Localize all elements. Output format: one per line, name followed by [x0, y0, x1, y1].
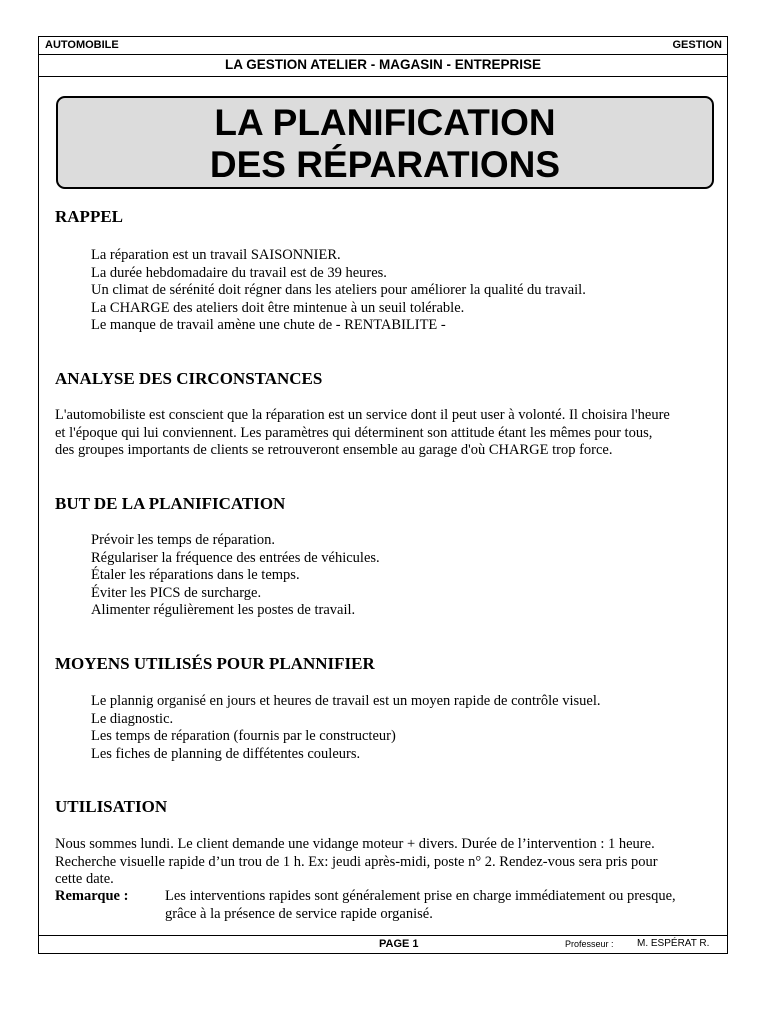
- list-item: La réparation est un travail SAISONNIER.: [91, 247, 341, 263]
- heading-utilisation: UTILISATION: [55, 797, 168, 816]
- header-bar: [39, 37, 727, 55]
- page-title: [56, 96, 714, 189]
- paragraph-line: L'automobiliste est conscient que la réparation est un service dont il peut user à volonté. Il choisira l'heure: [55, 407, 670, 423]
- analyse-paragraph: [55, 407, 720, 460]
- document-page: [38, 36, 728, 954]
- paragraph-line: Nous sommes lundi. Le client demande une vidange moteur + divers. Durée de l’intervention : 1 heure.: [55, 836, 655, 852]
- list-item: Prévoir les temps de réparation.: [91, 532, 276, 548]
- list-item: La durée hebdomadaire du travail est de 39 heures.: [91, 264, 387, 281]
- list-item: Étaler les réparations dans le temps.: [91, 567, 300, 583]
- remark-text: [165, 888, 676, 923]
- footer-bar: [39, 935, 727, 953]
- list-item: Régulariser la fréquence des entrées de véhicules.: [91, 549, 380, 566]
- header-right-label: GESTION: [672, 39, 722, 51]
- heading-but: BUT DE LA PLANIFICATION: [55, 494, 286, 513]
- remark-label: Remarque :: [55, 888, 129, 904]
- list-item: Un climat de sérénité doit régner dans les ateliers pour améliorer la qualité du travail.: [91, 282, 586, 298]
- but-list: [91, 532, 380, 620]
- title-line-1: LA PLANIFICATION: [214, 102, 556, 143]
- remark-line: Les interventions rapides sont généralement prise en charge immédiatement ou presque,: [165, 888, 676, 904]
- list-item: Les temps de réparation (fournis par le constructeur): [91, 728, 396, 744]
- list-item: Éviter les PICS de surcharge.: [91, 584, 262, 601]
- paragraph-line: Recherche visuelle rapide d’un trou de 1 h. Ex: jeudi après-midi, poste n° 2. Rendez-vous sera pris pour: [55, 853, 658, 870]
- list-item: Les fiches de planning de diffétentes couleurs.: [91, 745, 361, 762]
- list-item: Le plannig organisé en jours et heures de travail est un moyen rapide de contrôle visuel.: [91, 693, 601, 709]
- paragraph-line: et l'époque qui lui conviennent. Les paramètres qui déterminent son attitude étant les mêmes pour tous,: [55, 424, 653, 441]
- title-line-2: DES RÉPARATIONS: [209, 144, 561, 185]
- list-item: La CHARGE des ateliers doit être mintenue à un seuil tolérable.: [91, 299, 465, 316]
- list-item: Le diagnostic.: [91, 710, 174, 727]
- professor-name: M. ESPÉRAT R.: [637, 938, 710, 949]
- heading-analyse: ANALYSE DES CIRCONSTANCES: [55, 369, 323, 388]
- paragraph-line: cette date.: [55, 871, 114, 887]
- moyens-list: [91, 693, 601, 763]
- utilisation-paragraph: [55, 836, 720, 889]
- header-left-label: AUTOMOBILE: [45, 39, 119, 51]
- header-subtitle: LA GESTION ATELIER - MAGASIN - ENTREPRISE: [39, 54, 727, 77]
- remark-line: grâce à la présence de service rapide organisé.: [165, 905, 433, 922]
- rappel-list: [91, 247, 586, 335]
- heading-rappel: RAPPEL: [55, 207, 123, 226]
- list-item: Le manque de travail amène une chute de - RENTABILITE -: [91, 317, 446, 333]
- page-number: PAGE 1: [379, 938, 419, 950]
- professor-label: Professeur :: [565, 939, 614, 949]
- list-item: Alimenter régulièrement les postes de travail.: [91, 602, 356, 618]
- heading-moyens: MOYENS UTILISÉS POUR PLANNIFIER: [55, 654, 375, 673]
- paragraph-line: des groupes importants de clients se retrouveront ensemble au garage d'où CHARGE trop force.: [55, 442, 613, 458]
